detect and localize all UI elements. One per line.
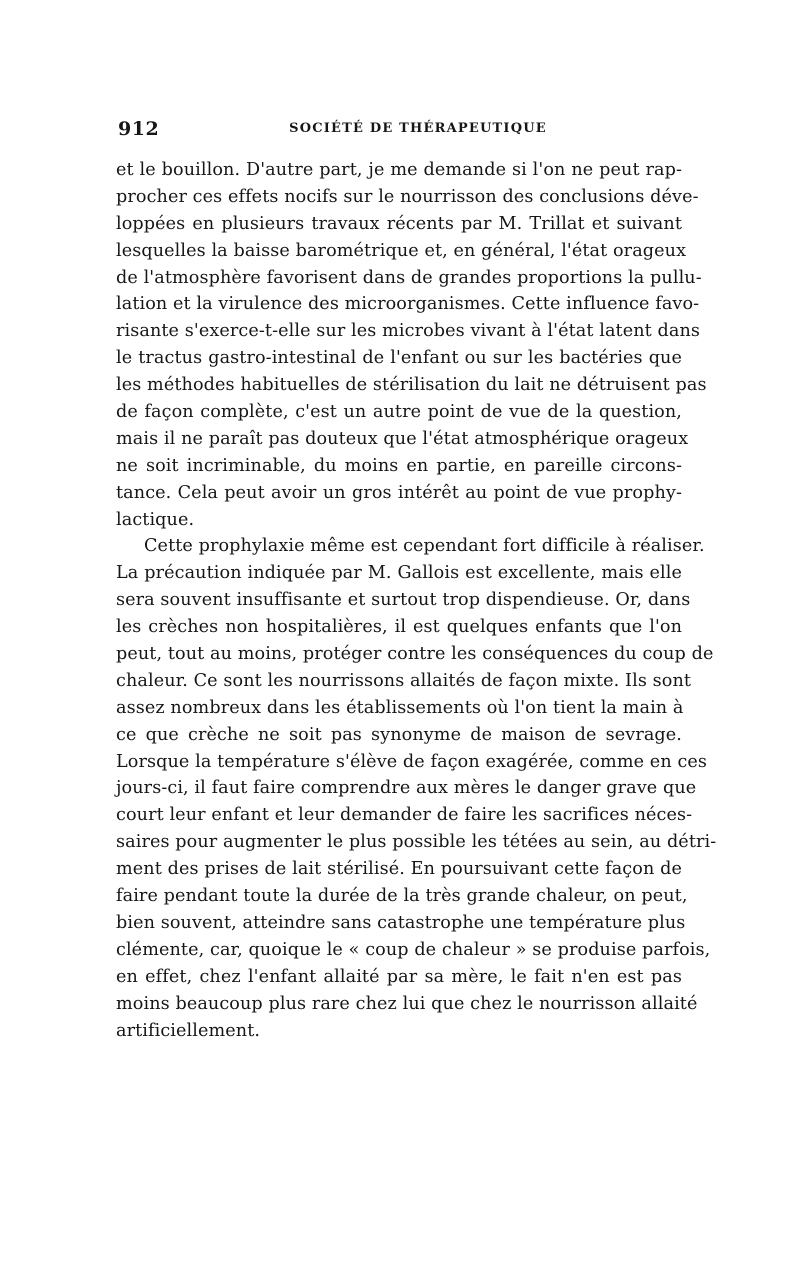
text-line: de l'atmosphère favorisent dans de grandes proportions la pullu- [116,267,702,288]
text-line: jours-ci, il faut faire comprendre aux mères le danger grave que [116,778,697,799]
body-text [116,157,717,1044]
text-line: en effet, chez l'enfant allaité par sa mère, le fait n'en est pas [116,966,682,987]
text-line: ment des prises de lait stérilisé. En poursuivant cette façon de [116,859,682,880]
text-line: Lorsque la température s'élève de façon exagérée, comme en ces [116,751,708,772]
text-line: lation et la virulence des microorganismes. Cette influence favo- [116,294,700,315]
text-line: saires pour augmenter le plus possible les tétées au sein, au détri- [116,832,717,853]
text-line: peut, tout au moins, protéger contre les conséquences du coup de [116,644,714,665]
text-line: mais il ne paraît pas douteux que l'état atmosphérique orageux [116,428,689,449]
text-line: les méthodes habituelles de stérilisation du lait ne détruisent pas [116,375,707,396]
page-number: 912 [118,118,160,140]
text-line: procher ces effets nocifs sur le nourrisson des conclusions déve- [116,186,699,207]
text-line: faire pendant toute la durée de la très grande chaleur, on peut, [116,886,688,907]
text-line: de façon complète, c'est un autre point de vue de la question, [116,402,682,423]
text-line: moins beaucoup plus rare chez lui que chez le nourrisson allaité [116,993,698,1014]
text-line: lactique. [116,509,195,530]
text-line: bien souvent, atteindre sans catastrophe une température plus [116,912,686,933]
text-line: tance. Cela peut avoir un gros intérêt au point de vue prophy- [116,482,682,503]
text-line: ce que crèche ne soit pas synonyme de maison de sevrage. [116,724,682,745]
text-line: lesquelles la baisse barométrique et, en général, l'état orageux [116,240,687,261]
paragraph [116,533,717,1044]
text-line: ne soit incriminable, du moins en partie, en pareille circons- [116,455,682,476]
running-head [118,118,682,142]
text-line: le tractus gastro-intestinal de l'enfant ou sur les bactéries que [116,348,682,369]
running-title: SOCIÉTÉ DE THÉRAPEUTIQUE [289,121,547,136]
paragraph [116,157,707,533]
text-line: clémente, car, quoique le « coup de chaleur » se produise parfois, [116,939,711,960]
text-line: chaleur. Ce sont les nourrissons allaités de façon mixte. Ils sont [116,670,692,691]
text-line: assez nombreux dans les établissements où l'on tient la main à [116,697,684,718]
text-line: Cette prophylaxie même est cependant fort difficile à réaliser. [144,536,705,557]
text-line: et le bouillon. D'autre part, je me demande si l'on ne peut rap- [116,160,682,180]
text-line: les crèches non hospitalières, il est quelques enfants que l'on [116,617,682,638]
text-line: La précaution indiquée par M. Gallois est excellente, mais elle [116,563,682,584]
text-line: sera souvent insuffisante et surtout trop dispendieuse. Or, dans [116,590,691,611]
text-line: risante s'exerce-t-elle sur les microbes vivant à l'état latent dans [116,321,701,342]
text-line: artificiellement. [116,1020,261,1041]
text-line: court leur enfant et leur demander de faire les sacrifices néces- [116,805,693,826]
text-line: loppées en plusieurs travaux récents par M. Trillat et suivant [116,213,682,234]
